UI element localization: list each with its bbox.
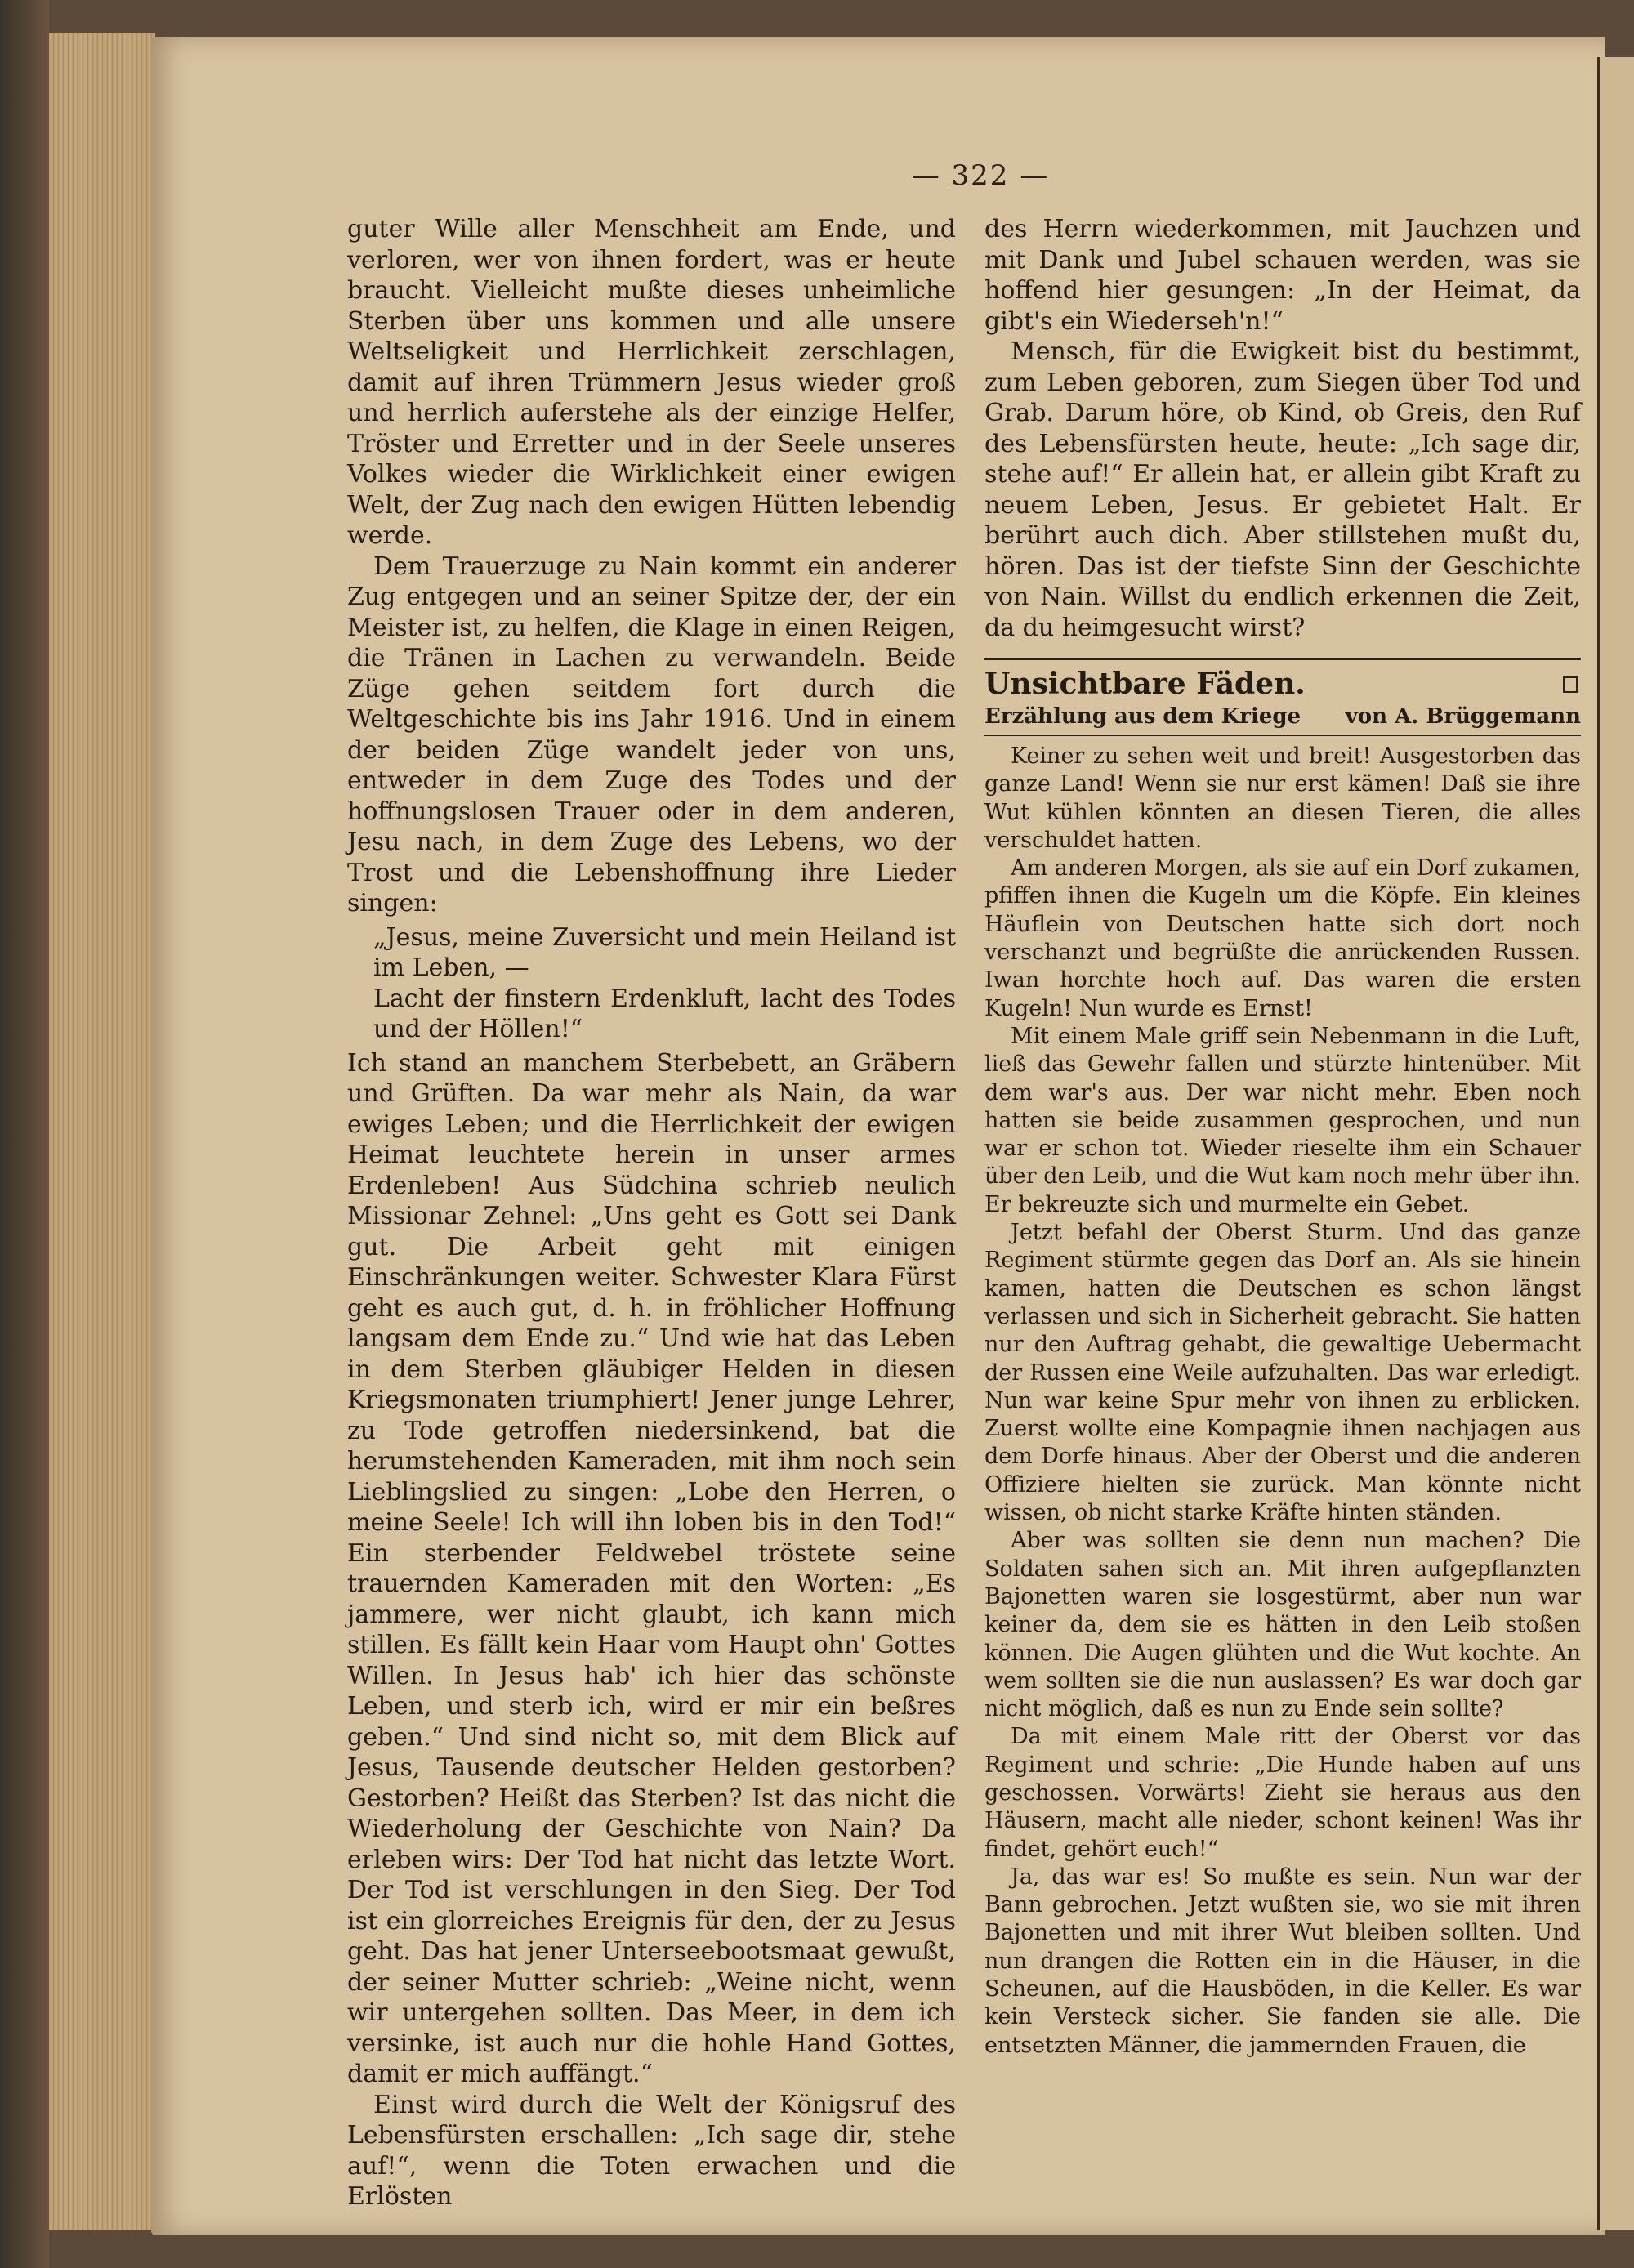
paragraph: Dem Trauerzuge zu Nain kommt ein anderer Zug entgegen und an seiner Spitze der, der ein Meister ist, zu helfen, die Klage in einen Reigen, die Tränen in Lachen zu verwandeln. Beide Züge gehen seitdem fort durch die Weltgeschichte bis ins Jahr 1916. Und in einem der beiden Züge wandelt jeder von uns, entweder in dem Zuge des Todes und der hoffnungslosen Trauer oder in dem anderen, Jesu nach, in dem Zuge des Lebens, wo der Trost und die Lebenshoffnung ihre Lieder singen: [347, 551, 956, 917]
paragraph: Am anderen Morgen, als sie auf ein Dorf zukamen, pfiffen ihnen die Kugeln um die Köpfe. Ein kleines Häuflein von Deutschen hatte sich dort noch verschanzt und begrüßte die anrückenden Russen. Iwan horchte hoch auf. Das waren die ersten Kugeln! Nun wurde es Ernst! [984, 855, 1581, 1021]
page-edges [49, 33, 155, 2230]
story-title [984, 665, 1581, 703]
hymn-quote [373, 922, 956, 1045]
square-ornament-icon [1563, 676, 1578, 693]
byline-rule [984, 735, 1581, 736]
story-body [984, 743, 1581, 2060]
left-column [347, 214, 956, 2212]
paragraph: Jetzt befahl der Oberst Sturm. Und das ganze Regiment stürmte gegen das Dorf an. Als sie hinein kamen, hatten die Deutschen es schon längst verlassen und sich in Sicherheit gebracht. Sie hatten nur den Auftrag gehabt, die gewaltige Uebermacht der Russen eine Weile aufzuhalten. Das war erledigt. Nun war keine Spur mehr von ihnen zu erblicken. Zuerst wollte eine Kompagnie ihnen nachjagen aus dem Dorfe hinaus. Aber der Oberst und die anderen Offiziere hielten sie zurück. Man könnte nicht wissen, ob nicht starke Kräfte hinten ständen. [984, 1220, 1581, 1526]
quote-line: „Jesus, meine Zuversicht und mein Heiland ist im Leben, — [373, 922, 956, 982]
paragraph: Ja, das war es! So mußte es sein. Nun war der Bann gebrochen. Jetzt wußten sie, wo sie mit ihren Bajonetten und mit ihrer Wut bleiben sollten. Und nun drangen die Rotten ein in die Häuser, in die Scheunen, auf die Hausböden, in die Keller. Es war kein Versteck sicher. Sie fanden sie alle. Die entsetzten Männer, die jammernden Frauen, die [984, 1864, 1581, 2058]
next-page-edge [1597, 57, 1634, 2230]
story-title-text: Unsichtbare Fäden. [984, 667, 1306, 701]
right-column [984, 214, 1581, 2060]
paragraph: Ich stand an manchem Sterbebett, an Gräbern und Grüften. Da war mehr als Nain, da war ewiges Leben; und die Herrlichkeit der ewigen Heimat leuchtete herein in unser armes Erdenleben! Aus Südchina schrieb neulich Missionar Zehnel: „Uns geht es Gott sei Dank gut. Die Arbeit geht mit einigen Einschränkungen weiter. Schwester Klara Fürst geht es auch gut, d. h. in fröhlicher Hoffnung langsam dem Ende zu.“ Und wie hat das Leben in dem Sterben gläubiger Helden in diesen Kriegsmonaten triumphiert! Jener junge Lehrer, zu Tode getroffen niedersinkend, bat die herumstehenden Kameraden, mit ihm noch sein Lieblingslied zu singen: „Lobe den Herren, o meine Seele! Ich will ihn loben bis in den Tod!“ Ein sterbender Feldwebel tröstete seine trauernden Kameraden mit den Worten: „Es jammere, wer nicht glaubt, ich kann mich stillen. Es fällt kein Haar vom Haupt ohn' Gottes Willen. In Jesus hab' ich hier das schönste Leben, und sterb ich, wird er mir ein beßres geben.“ Und sind nicht so, mit dem Blick auf Jesus, Tausende deutscher Helden gestorben? Gestorben? Heißt das Sterben? Ist das nicht die Wiederholung der Geschichte von Nain? Da erleben wirs: Der Tod hat nicht das letzte Wort. Der Tod ist verschlungen in den Sieg. Der Tod ist ein glorreiches Ereignis für den, der zu Jesus geht. Das hat jener Unterseebootsmaat gewußt, der seiner Mutter schrieb: „Weine nicht, wenn wir untergehen sollten. Das Meer, in dem ich versinke, ist auch nur die hohle Hand Gottes, damit er mich auffängt.“ [347, 1048, 956, 2088]
section-rule [984, 658, 1581, 660]
page-number: — 322 — [911, 159, 1050, 192]
paragraph: Mensch, für die Ewigkeit bist du bestimmt, zum Leben geboren, zum Siegen über Tod und Grab. Darum höre, ob Kind, ob Greis, den Ruf des Lebensfürsten heute, heute: „Ich sage dir, stehe auf!“ Er allein hat, er allein gibt Kraft zu neuem Leben, Jesus. Er gebietet Halt. Er berührt auch dich. Aber stillstehen mußt du, hören. Das ist der tiefste Sinn der Geschichte von Nain. Willst du endlich erkennen die Zeit, da du heimgesucht wirst? [984, 337, 1581, 642]
paragraph: Aber was sollten sie denn nun machen? Die Soldaten sahen sich an. Mit ihren aufgepflanzten Bajonetten waren sie losgestürmt, aber nun war keiner da, dem sie es hätten in den Leib stoßen können. Die Augen glühten und die Wut kochte. An wem sollten sie die nun auslassen? Es war doch gar nicht möglich, daß es nun zu Ende sein sollte? [984, 1528, 1581, 1722]
paragraph: Einst wird durch die Welt der Königsruf des Lebensfürsten erschallen: „Ich sage dir, stehe auf!“, wenn die Toten erwachen und die Erlösten [347, 2090, 956, 2211]
paragraph: Keiner zu sehen weit und breit! Ausgestorben das ganze Land! Wenn sie nur erst kämen! Daß sie ihre Wut kühlen könnten an diesen Tieren, die alles verschuldet hatten. [984, 743, 1581, 853]
paragraph: Da mit einem Male ritt der Oberst vor das Regiment und schrie: „Die Hunde haben auf uns geschossen. Vorwärts! Zieht sie heraus aus den Häusern, macht alle nieder, schont keinen! Was ihr findet, gehört euch!“ [984, 1724, 1581, 1862]
paragraph: Mit einem Male griff sein Nebenmann in die Luft, ließ das Gewehr fallen und stürzte hintenüber. Mit dem war's aus. Der war nicht mehr. Eben noch hatten sie beide zusammen gesprochen, und nun war er schon tot. Wieder rieselte ihm ein Schauer über den Leib, und die Wut kam noch mehr über ihn. Er bekreuzte sich und murmelte ein Gebet. [984, 1023, 1581, 1217]
paragraph: des Herrn wiederkommen, mit Jauchzen und mit Dank und Jubel schauen werden, was sie hoffend hier gesungen: „In der Heimat, da gibt's ein Wiederseh'n!“ [984, 215, 1581, 336]
paragraph: guter Wille aller Menschheit am Ende, und verloren, wer von ihnen fordert, was er heute braucht. Vielleicht mußte dieses unheimliche Sterben über uns kommen und alle unsere Weltseligkeit und Herrlichkeit zerschlagen, damit auf ihren Trümmern Jesus wieder groß und herrlich auferstehe als der einzige Helfer, Tröster und Erretter und in der Seele unseres Volkes wieder die Wirklichkeit einer ewigen Welt, der Zug nach den ewigen Hütten lebendig werde. [347, 215, 956, 550]
story-author: von A. Brüggemann [1345, 704, 1581, 729]
quote-line: Lacht der finstern Erdenkluft, lacht des Todes und der Höllen!“ [373, 984, 956, 1043]
story-subtitle: Erzählung aus dem Kriege [984, 704, 1301, 729]
book-spine [0, 0, 49, 2268]
story-byline [984, 703, 1581, 730]
